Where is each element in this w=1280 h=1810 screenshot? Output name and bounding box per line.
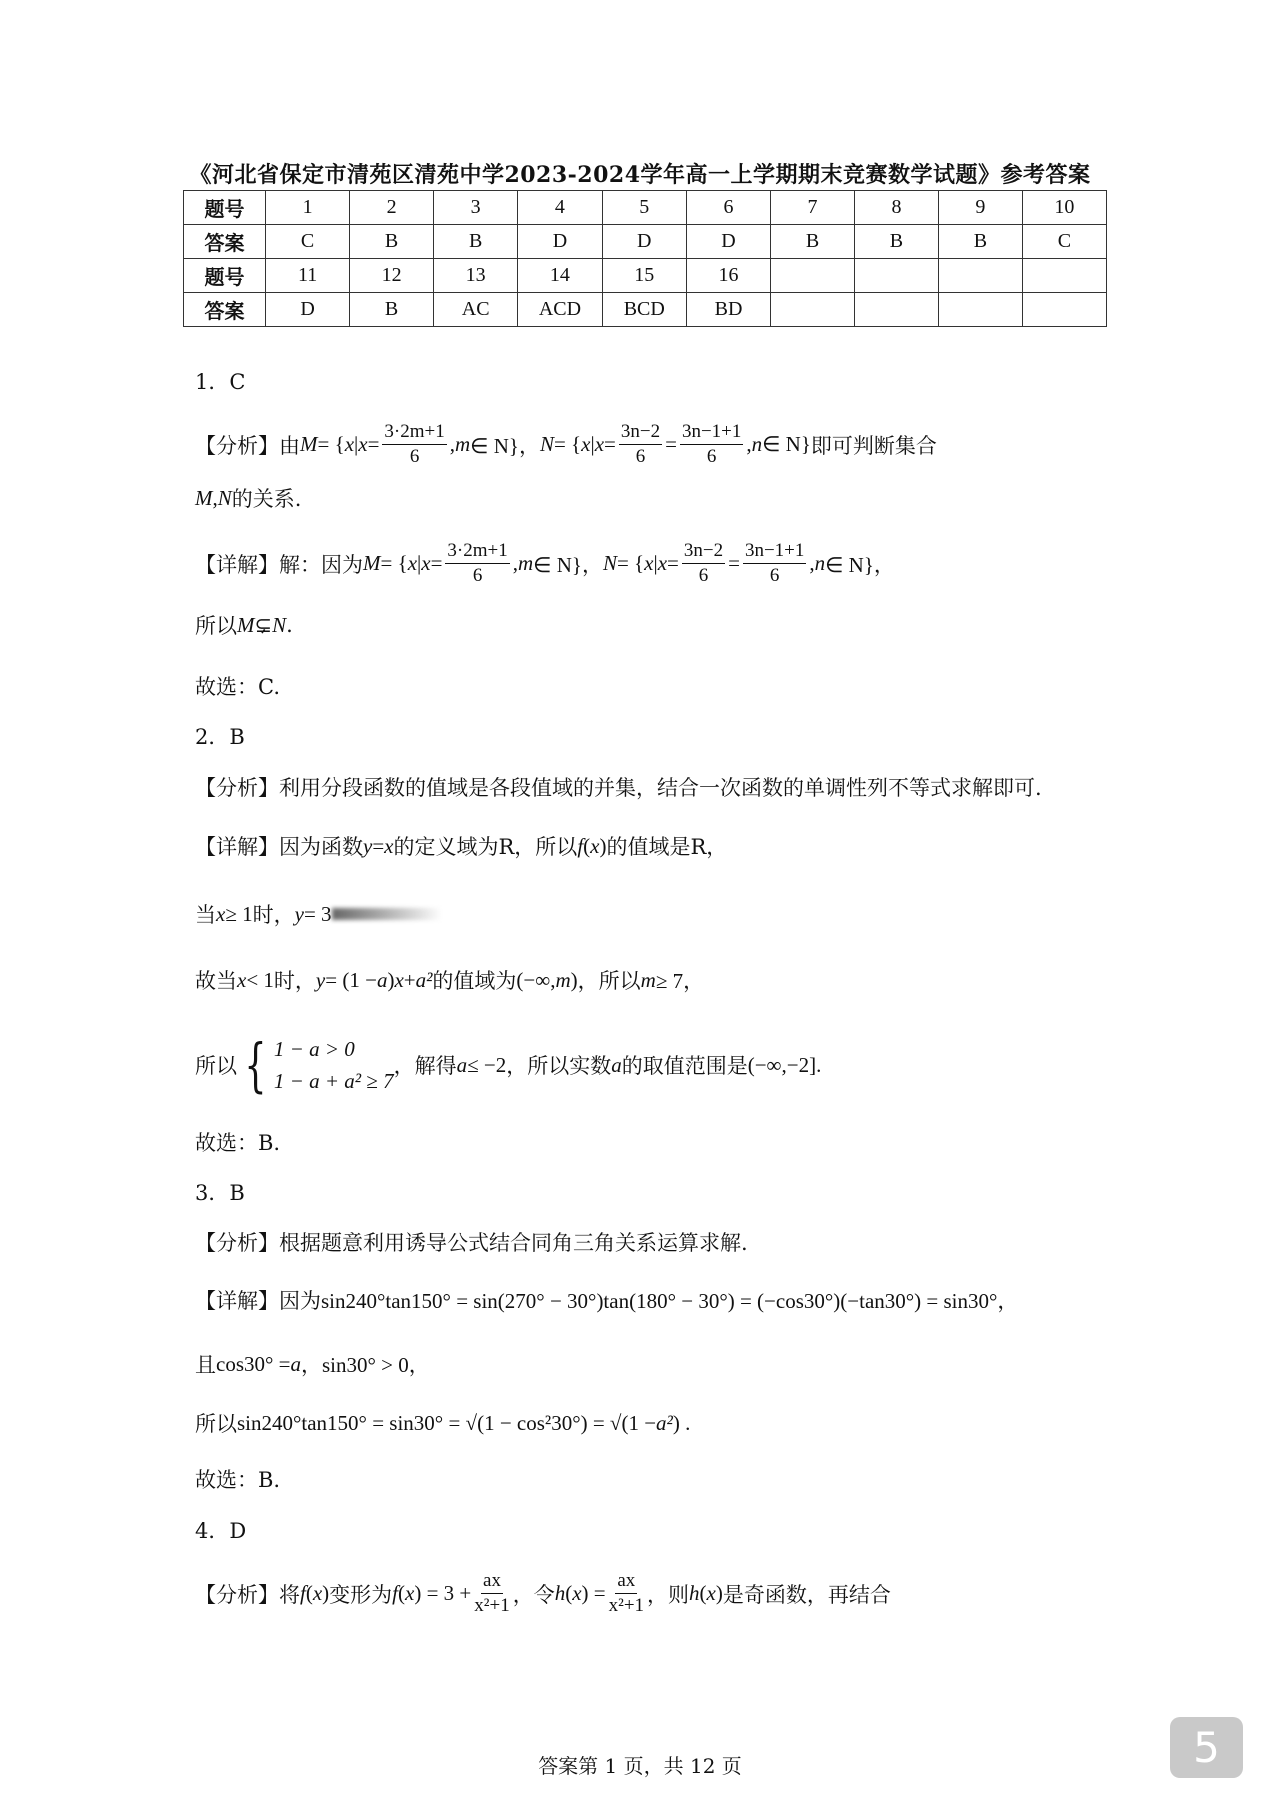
page-number-badge: 5 bbox=[1170, 1717, 1243, 1778]
math-expression: + bbox=[403, 967, 416, 992]
table-cell bbox=[1022, 293, 1106, 327]
math-expression: ) bbox=[387, 967, 395, 992]
table-cell: C bbox=[266, 225, 350, 259]
math-expression: = { bbox=[380, 551, 408, 575]
table-cell: B bbox=[434, 225, 518, 259]
table-cell: 10 bbox=[1022, 191, 1106, 225]
text-segment: 时， bbox=[273, 969, 316, 993]
fraction-numerator: 3n−1+1 bbox=[743, 539, 806, 564]
text-segment: 且 bbox=[195, 1353, 216, 1377]
text-line bbox=[195, 539, 895, 588]
math-fraction bbox=[445, 539, 509, 588]
table-cell: 8 bbox=[855, 191, 939, 225]
math-variable: a bbox=[376, 967, 388, 992]
math-variable: m bbox=[454, 432, 471, 456]
text-segment: 故选：B. bbox=[195, 1131, 281, 1155]
math-expression: = (1 − bbox=[325, 967, 377, 992]
math-variable: y bbox=[294, 901, 304, 926]
system-rows bbox=[274, 1033, 394, 1097]
math-expression: = 3 bbox=[303, 901, 332, 926]
math-fraction bbox=[382, 420, 446, 469]
math-variable: M bbox=[363, 551, 381, 575]
math-expression: (−∞, bbox=[516, 967, 556, 992]
table-cell: 14 bbox=[518, 259, 602, 293]
system-row: 1 − a + a² ≥ 7 bbox=[273, 1069, 394, 1093]
table-cell: D bbox=[266, 293, 350, 327]
math-expression: = bbox=[367, 432, 380, 456]
math-variable: x bbox=[344, 432, 355, 456]
math-variable: a² bbox=[415, 967, 433, 992]
math-fraction bbox=[743, 539, 806, 588]
table-cell: B bbox=[855, 225, 939, 259]
table-cell: 9 bbox=[938, 191, 1022, 225]
math-expression: , bbox=[449, 432, 455, 456]
table-cell: C bbox=[1022, 225, 1106, 259]
math-expression: = bbox=[728, 551, 740, 575]
math-expression: ∈ N} bbox=[762, 432, 811, 456]
math-variable: n bbox=[751, 432, 763, 456]
math-variable: y bbox=[363, 833, 373, 858]
table-cell: 3 bbox=[434, 191, 518, 225]
math-expression: ∈ N}， bbox=[825, 552, 895, 577]
equation-system bbox=[237, 1033, 394, 1097]
math-expression: ∈ N}， bbox=[533, 552, 603, 577]
text-line bbox=[195, 1464, 280, 1494]
math-fraction bbox=[619, 420, 662, 469]
math-expression: ⊊ bbox=[254, 612, 273, 637]
math-expression: sin240°tan150° = sin(270° − 30°)tan(180° − 30°) = (−cos30°)(−tan30°) = sin30°， bbox=[321, 1289, 1019, 1313]
text-segment: 【分析】由 bbox=[195, 433, 300, 458]
math-variable: f bbox=[392, 1581, 399, 1605]
fraction-numerator: 3n−1+1 bbox=[680, 420, 743, 445]
math-fraction bbox=[680, 420, 743, 469]
math-expression: , bbox=[746, 432, 752, 456]
text-segment: 3．B bbox=[195, 1181, 245, 1205]
table-cell: B bbox=[771, 225, 855, 259]
table-cell: 1 bbox=[266, 191, 350, 225]
math-expression: = bbox=[665, 432, 677, 456]
text-segment: ，解得 bbox=[393, 1054, 457, 1078]
math-expression: ) = bbox=[581, 1581, 606, 1605]
math-expression: , bbox=[512, 551, 518, 575]
math-expression: | bbox=[653, 551, 658, 575]
table-cell bbox=[1022, 259, 1106, 293]
text-line bbox=[195, 1033, 821, 1097]
text-line bbox=[195, 1408, 690, 1438]
table-cell bbox=[938, 259, 1022, 293]
table-cell: BCD bbox=[602, 293, 686, 327]
text-segment: 4．D bbox=[195, 1519, 247, 1543]
math-variable: x bbox=[581, 432, 591, 456]
math-expression: ) . bbox=[672, 1410, 691, 1435]
math-variable: a bbox=[611, 1052, 622, 1077]
math-expression: cos30° = bbox=[216, 1351, 291, 1376]
text-segment: ，则 bbox=[647, 1582, 690, 1607]
table-cell: D bbox=[518, 225, 602, 259]
text-segment: 【分析】利用分段函数的值域是各段值域的并集，结合一次函数的单调性列不等式求解即可. bbox=[195, 776, 1042, 800]
math-variable: N bbox=[217, 485, 232, 510]
document-title: 《河北省保定市清苑区清苑中学2023-2024学年高一上学期期末竞赛数学试题》参考答案 bbox=[189, 162, 1091, 188]
math-variable: n bbox=[814, 551, 826, 575]
math-expression: = bbox=[604, 432, 616, 456]
answer-table bbox=[183, 190, 1107, 327]
math-variable: m bbox=[555, 967, 571, 992]
system-row: 1 − a > 0 bbox=[273, 1037, 355, 1061]
table-cell: D bbox=[686, 225, 770, 259]
text-segment: 的关系. bbox=[231, 487, 302, 511]
table-cell: D bbox=[602, 225, 686, 259]
table-cell bbox=[855, 259, 939, 293]
math-variable: x bbox=[237, 967, 247, 992]
table-cell: BD bbox=[686, 293, 770, 327]
math-expression: , bbox=[212, 485, 218, 510]
fraction-denominator: 6 bbox=[635, 446, 646, 467]
text-segment: 【详解】因为 bbox=[195, 1289, 321, 1313]
math-variable: x bbox=[706, 1581, 716, 1605]
text-line bbox=[195, 366, 245, 396]
math-variable: N bbox=[272, 612, 287, 637]
math-expression: ，sin30° > 0， bbox=[300, 1353, 430, 1377]
text-segment: ，所以 bbox=[577, 969, 641, 993]
math-variable: x bbox=[572, 1581, 582, 1605]
text-segment: 【分析】将 bbox=[195, 1582, 300, 1607]
math-variable: y bbox=[315, 967, 326, 992]
text-segment: 的定义域为R，所以 bbox=[393, 835, 578, 859]
math-expression: | bbox=[590, 432, 595, 456]
math-expression: , bbox=[809, 551, 815, 575]
text-segment: 时， bbox=[252, 903, 295, 927]
math-variable: m bbox=[517, 551, 534, 575]
fraction-denominator: 6 bbox=[472, 565, 483, 586]
math-variable: x bbox=[394, 967, 404, 992]
table-cell: 6 bbox=[686, 191, 770, 225]
text-segment: 的取值范围是 bbox=[621, 1054, 748, 1078]
table-cell: 15 bbox=[602, 259, 686, 293]
text-segment: 所以 bbox=[195, 1412, 237, 1436]
row-header: 答案 bbox=[184, 225, 266, 259]
table-cell: B bbox=[350, 293, 434, 327]
fraction-numerator: 3n−2 bbox=[619, 420, 662, 445]
math-expression: ≥ 7， bbox=[655, 969, 705, 993]
fraction-numerator: 3·2m+1 bbox=[382, 420, 446, 445]
page-footer: 答案第 1 页，共 12 页 bbox=[538, 1754, 742, 1778]
math-expression: sin240°tan150° = sin30° = √(1 − cos²30°) = √(1 − bbox=[237, 1410, 657, 1435]
text-segment: 【详解】因为函数 bbox=[195, 835, 363, 859]
table-cell: 2 bbox=[350, 191, 434, 225]
math-expression: ∈ N}， bbox=[470, 433, 540, 458]
text-line bbox=[195, 831, 727, 861]
row-header: 答案 bbox=[184, 293, 266, 327]
table-cell: 5 bbox=[602, 191, 686, 225]
text-line bbox=[195, 1227, 748, 1257]
math-expression: ( bbox=[398, 1581, 406, 1605]
text-segment: 2．B bbox=[195, 725, 245, 749]
math-variable: x bbox=[657, 551, 668, 575]
text-segment: 所以 bbox=[195, 614, 237, 638]
table-cell bbox=[771, 259, 855, 293]
table-cell: 7 bbox=[771, 191, 855, 225]
math-expression: ≥ 1 bbox=[225, 901, 253, 926]
math-expression: ( bbox=[583, 833, 591, 858]
math-expression: = bbox=[667, 551, 679, 575]
math-expression: ( bbox=[565, 1581, 573, 1605]
table-row bbox=[184, 259, 1107, 293]
text-segment: 故当 bbox=[195, 969, 237, 993]
math-expression: ( bbox=[305, 1581, 313, 1605]
math-expression: ≤ −2 bbox=[467, 1052, 507, 1077]
math-expression: ) bbox=[322, 1581, 330, 1605]
table-cell: 4 bbox=[518, 191, 602, 225]
math-expression: = { bbox=[553, 432, 582, 456]
text-line bbox=[195, 1349, 430, 1379]
math-variable: a² bbox=[656, 1410, 673, 1435]
text-segment: 【详解】解：因为 bbox=[195, 552, 363, 577]
text-segment: 即可判断集合 bbox=[810, 433, 937, 458]
text-line bbox=[195, 1127, 280, 1157]
text-line bbox=[195, 965, 704, 995]
text-line bbox=[195, 610, 293, 640]
text-line bbox=[195, 420, 937, 469]
text-line bbox=[195, 899, 442, 929]
text-line bbox=[195, 1569, 891, 1618]
blurred-region bbox=[332, 908, 442, 920]
fraction-denominator: x²+1 bbox=[474, 1595, 510, 1616]
text-line bbox=[195, 721, 245, 751]
math-variable: x bbox=[358, 432, 368, 456]
math-variable: N bbox=[539, 432, 554, 456]
table-row bbox=[184, 191, 1107, 225]
math-expression: = bbox=[372, 833, 385, 858]
table-cell: 16 bbox=[686, 259, 770, 293]
math-variable: M bbox=[300, 432, 318, 456]
math-expression: ) bbox=[570, 967, 578, 992]
fraction-denominator: 6 bbox=[409, 446, 420, 467]
table-cell bbox=[771, 293, 855, 327]
math-expression: ) = 3 + bbox=[414, 1581, 472, 1605]
text-line bbox=[195, 483, 301, 513]
math-fraction bbox=[474, 1569, 509, 1618]
math-expression: ) bbox=[715, 1581, 723, 1605]
text-segment: 的值域是R， bbox=[606, 835, 728, 859]
math-variable: x bbox=[594, 432, 605, 456]
text-segment: 变形为 bbox=[329, 1582, 393, 1607]
text-segment: 是奇函数，再结合 bbox=[722, 1582, 891, 1607]
table-cell bbox=[938, 293, 1022, 327]
table-cell: 11 bbox=[266, 259, 350, 293]
math-fraction bbox=[609, 1569, 644, 1618]
math-expression: = { bbox=[317, 432, 345, 456]
math-fraction bbox=[682, 539, 725, 588]
text-segment: 1．C bbox=[195, 370, 246, 394]
math-variable: x bbox=[407, 551, 418, 575]
table-cell: ACD bbox=[518, 293, 602, 327]
text-segment: ，所以实数 bbox=[506, 1054, 612, 1078]
text-segment: 故选：C. bbox=[195, 675, 280, 699]
text-segment: . bbox=[286, 613, 293, 637]
table-cell: B bbox=[938, 225, 1022, 259]
table-row bbox=[184, 225, 1107, 259]
math-variable: a bbox=[456, 1052, 468, 1077]
fraction-numerator: ax bbox=[615, 1569, 637, 1594]
math-variable: f bbox=[300, 1581, 306, 1605]
fraction-numerator: 3n−2 bbox=[682, 539, 725, 564]
fraction-denominator: x²+1 bbox=[608, 1595, 645, 1616]
fraction-denominator: 6 bbox=[769, 565, 780, 586]
row-header: 题号 bbox=[184, 259, 266, 293]
math-variable: x bbox=[384, 833, 394, 858]
math-variable: m bbox=[640, 967, 656, 992]
math-expression: | bbox=[354, 432, 359, 456]
table-cell bbox=[855, 293, 939, 327]
fraction-numerator: 3·2m+1 bbox=[445, 539, 509, 564]
math-variable: x bbox=[421, 551, 431, 575]
math-expression: = bbox=[430, 551, 443, 575]
math-expression: < 1 bbox=[246, 967, 274, 992]
text-segment: 所以 bbox=[195, 1054, 237, 1078]
math-expression: = { bbox=[616, 551, 645, 575]
math-variable: x bbox=[405, 1581, 415, 1605]
text-line bbox=[195, 1515, 246, 1545]
math-variable: x bbox=[644, 551, 654, 575]
math-variable: h bbox=[689, 1581, 700, 1605]
text-segment: 的值域为 bbox=[432, 969, 517, 993]
table-cell: B bbox=[350, 225, 434, 259]
math-variable: x bbox=[590, 833, 600, 858]
table-cell: 12 bbox=[350, 259, 434, 293]
math-expression: (−∞,−2]. bbox=[747, 1052, 822, 1077]
math-variable: N bbox=[602, 551, 617, 575]
text-line bbox=[195, 671, 280, 701]
text-segment: 当 bbox=[195, 903, 216, 927]
math-variable: M bbox=[195, 485, 213, 510]
text-segment: ，令 bbox=[512, 1582, 555, 1607]
fraction-numerator: ax bbox=[481, 1569, 503, 1594]
text-line bbox=[195, 1285, 1018, 1315]
text-segment: 【分析】根据题意利用诱导公式结合同角三角关系运算求解. bbox=[195, 1231, 748, 1255]
table-row bbox=[184, 293, 1107, 327]
text-line bbox=[195, 772, 1042, 802]
table-cell: 13 bbox=[434, 259, 518, 293]
math-variable: M bbox=[237, 612, 255, 637]
math-variable: x bbox=[216, 901, 226, 926]
brace-symbol: { bbox=[244, 1031, 267, 1099]
fraction-denominator: 6 bbox=[706, 446, 717, 467]
math-variable: h bbox=[554, 1581, 566, 1605]
math-expression: | bbox=[417, 551, 422, 575]
row-header: 题号 bbox=[184, 191, 266, 225]
text-line bbox=[195, 1177, 245, 1207]
text-segment: 故选：B. bbox=[195, 1468, 281, 1492]
math-expression: ) bbox=[599, 833, 607, 858]
math-variable: f bbox=[577, 833, 584, 858]
math-variable: x bbox=[312, 1581, 323, 1605]
fraction-denominator: 6 bbox=[698, 565, 709, 586]
math-variable: a bbox=[290, 1351, 301, 1376]
table-cell: AC bbox=[434, 293, 518, 327]
math-expression: ( bbox=[699, 1581, 707, 1605]
